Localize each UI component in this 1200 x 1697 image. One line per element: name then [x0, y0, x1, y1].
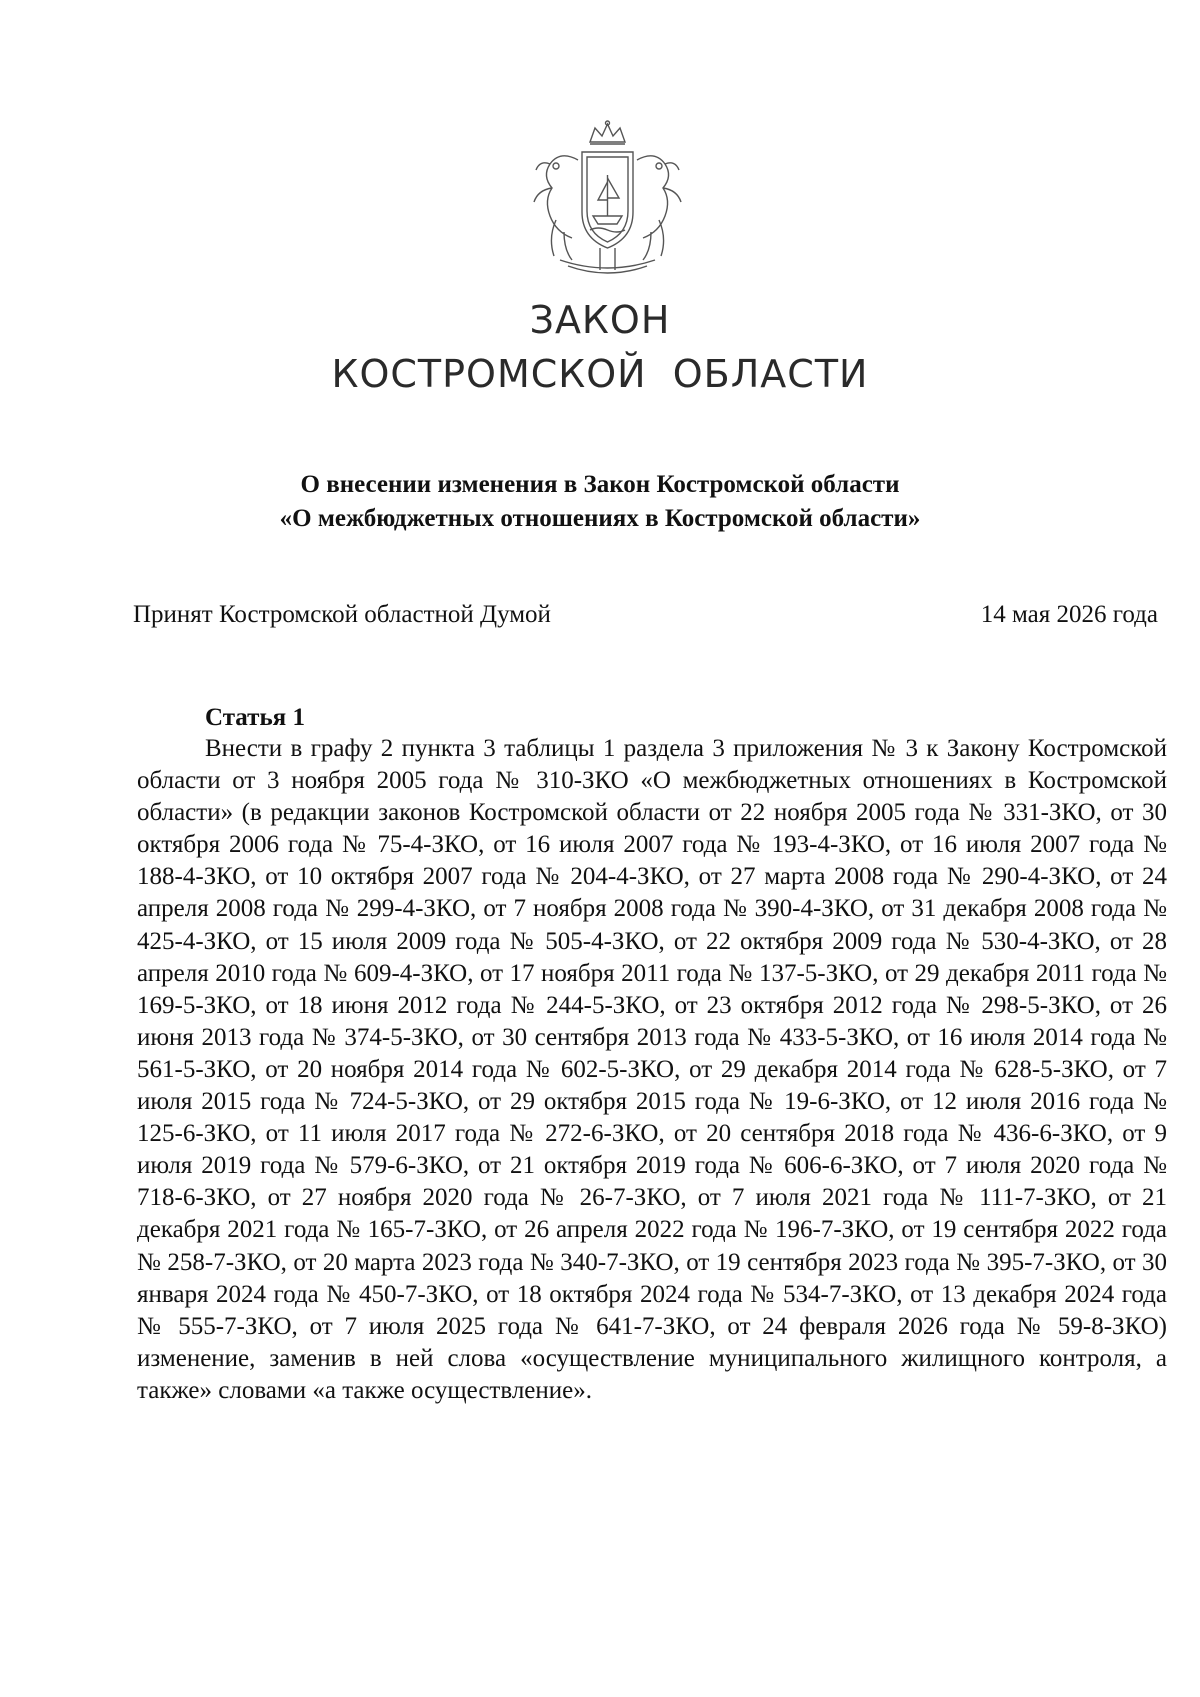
law-subject-line-2: «О межбюджетных отношениях в Костромской области»	[279, 505, 921, 532]
law-subject-line-1: О внесении изменения в Закон Костромской области	[300, 471, 900, 498]
adoption-date: 14 мая 2026 года	[980, 601, 1158, 628]
article-heading: Статья 1	[205, 704, 305, 731]
article-body: Внести в графу 2 пункта 3 таблицы 1 раздела 3 приложения № 3 к Закону Костромской области от 3 ноября 2005 года № 310-ЗКО «О межбюджетных отношениях в Костромской области» (в редакции законов Костромской области от 22 ноября 2005 года № 331-ЗКО, от 30 октября 2006 года № 75-4-ЗКО, от 16 июля 2007 года № 193-4-ЗКО, от 16 июля 2007 года № 188-4-ЗКО, от 10 октября 2007 года № 204-4-ЗКО, от 27 марта 2008 года № 290-4-ЗКО, от 24 апреля 2008 года № 299-4-ЗКО, от 7 ноября 2008 года № 390-4-ЗКО, от 31 декабря 2008 года № 425-4-ЗКО, от 15 июля 2009 года № 505-4-ЗКО, от 22 октября 2009 года № 530-4-ЗКО, от 28 апреля 2010 года № 609-4-ЗКО, от 17 ноября 2011 года № 137-5-ЗКО, от 29 декабря 2011 года № 169-5-ЗКО, от 18 июня 2012 года № 244-5-ЗКО, от 23 октября 2012 года № 298-5-ЗКО, от 26 июня 2013 года № 374-5-ЗКО, от 30 сентября 2013 года № 433-5-ЗКО, от 16 июля 2014 года № 561-5-ЗКО, от 20 ноября 2014 года № 602-5-ЗКО, от 29 декабря 2014 года № 628-5-ЗКО, от 7 июля 2015 года № 724-5-ЗКО, от 29 октября 2015 года № 19-6-ЗКО, от 12 июля 2016 года № 125-6-ЗКО, от 11 июля 2017 года № 272-6-ЗКО, от 20 сентября 2018 года № 436-6-ЗКО, от 9 июля 2019 года № 579-6-ЗКО, от 21 октября 2019 года № 606-6-ЗКО, от 7 июля 2020 года № 718-6-ЗКО, от 27 ноября 2020 года № 26-7-ЗКО, от 7 июля 2021 года № 111-7-ЗКО, от 21 декабря 2021 года № 165-7-ЗКО, от 26 апреля 2022 года № 196-7-ЗКО, от 19 сентября 2022 года № 258-7-ЗКО, от 20 марта 2023 года № 340-7-ЗКО, от 19 сентября 2023 года № 395-7-ЗКО, от 30 января 2024 года № 450-7-ЗКО, от 18 октября 2024 года № 534-7-ЗКО, от 13 декабря 2024 года № 555-7-ЗКО, от 7 июля 2025 года № 641-7-ЗКО, от 24 февраля 2026 года № 59-8-ЗКО) изменение, заменив в ней слова «осуществление муниципального жилищного контроля, а также» словами «а также осуществление».	[137, 735, 1167, 1404]
law-title: ЗАКОН	[529, 298, 671, 342]
law-region-title: КОСТРОМСКОЙ ОБЛАСТИ	[331, 352, 869, 396]
coat-of-arms-icon	[520, 120, 695, 280]
adopted-by: Принят Костромской областной Думой	[133, 601, 551, 628]
